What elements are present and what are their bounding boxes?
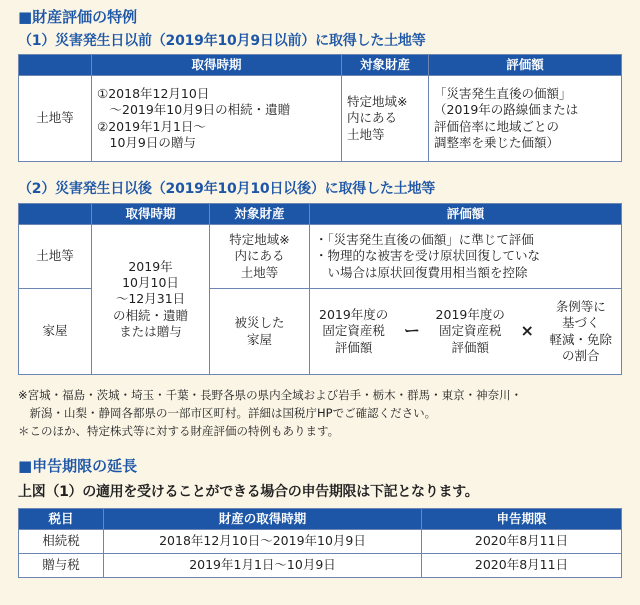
minus-operator: ー [403,321,420,341]
formula-text: 条例等に [555,299,606,314]
row-label-land: 土地等 [19,76,92,162]
footnote-line: ＊このほか、特定株式等に対する財産評価の特例もあります。 [18,423,340,438]
formula-text: 2019年度の [435,307,505,323]
cell-tax: 相続税 [19,530,104,554]
asset-line: 特定地域※ [229,232,290,248]
header-asset: 対象財産 [210,204,310,225]
section-title-deadline: ■申告期限の延長 [18,457,138,475]
formula-text: 評価額 [451,339,489,355]
cell-value-land [310,225,622,289]
cell-asset-house [210,289,310,375]
header-period: 取得時期 [92,204,210,225]
asset-line: 土地等 [347,126,385,142]
period-line: 10月10日 [122,275,179,291]
cell-deadline: 2020年8月11日 [422,554,622,578]
footnote-line: ※宮城・福島・茨城・埼玉・千葉・長野各県の県内全域および岩手・栃木・群馬・東京・神奈川・ [18,388,523,402]
header-blank [19,204,92,225]
cell-period [92,76,342,162]
cell-value-house [310,289,622,375]
period-line: 10月9日の贈与 [97,134,196,150]
row-label-house: 家屋 [19,289,92,375]
header-blank [19,55,92,76]
formula-term-1 [319,307,388,356]
valuation-formula [315,299,616,364]
cell-tax: 贈与税 [19,554,104,578]
header-acq-period: 財産の取得時期 [104,509,422,530]
period-line: ①2018年12月10日 [97,86,210,101]
section-title-valuation: ■財産評価の特例 [18,8,138,26]
subsection-title-after: （2）災害発生日以後（2019年10月10日以後）に取得した土地等 [18,181,436,197]
value-line: 調整率を乗じた価額） [434,134,560,150]
header-tax: 税目 [19,509,104,530]
table-row [19,225,622,289]
period-line: または贈与 [119,323,182,339]
value-line: 「災害発生直後の価額」 [434,86,572,101]
value-line: ・「災害発生直後の価額」に準じて評価 [315,232,534,248]
asset-line: 内にある [234,248,285,264]
asset-line: 特定地域※ [347,94,408,110]
formula-term-3 [549,299,612,364]
subsection-title-before: （1）災害発生日以前（2019年10月9日以前）に取得した土地等 [18,33,426,49]
table-row [19,530,622,554]
formula-text: 固定資産税 [322,323,385,339]
footnotes [18,387,522,440]
table-header-row [19,55,622,76]
header-period: 取得時期 [92,55,342,76]
period-line: ～2019年10月9日の相続・遺贈 [97,102,291,118]
cell-deadline: 2020年8月11日 [422,530,622,554]
value-line: 評価倍率に地域ごとの [434,118,560,134]
asset-line: 家屋 [246,331,272,347]
asset-line: 被災した [234,315,285,331]
table-header-row [19,509,622,530]
header-asset: 対象財産 [342,55,429,76]
formula-text: 評価額 [334,339,373,355]
period-line: ～12月31日 [115,291,186,307]
period-line: の相続・遺贈 [112,307,188,323]
cell-value [429,76,622,162]
cell-period [92,225,210,375]
cell-period: 2018年12月10日～2019年10月9日 [104,530,422,554]
row-label-land: 土地等 [19,225,92,289]
formula-text: の割合 [561,347,600,363]
asset-line: 内にある [347,110,398,126]
table-row [19,554,622,578]
header-value: 評価額 [310,204,622,225]
formula-text: 固定資産税 [438,323,502,339]
value-line: い場合は原状回復費用相当額を控除 [315,264,528,280]
valuation-table-after [18,203,622,375]
cell-period: 2019年1月1日～10月9日 [104,554,422,578]
deadline-table [18,508,622,578]
value-line: ・物理的な被害を受け原状回復していな [315,248,541,264]
formula-term-2 [436,307,505,356]
formula-text: 軽減・免除 [549,331,612,347]
value-line: （2019年の路線価または [434,102,579,118]
footnote-line: 新潟・山梨・静岡各都県の一部市区町村。詳細は国税庁HPでご確認ください。 [18,405,437,420]
formula-text: 基づく [561,315,600,331]
asset-line: 土地等 [240,264,279,280]
cell-asset-land [210,225,310,289]
header-deadline: 申告期限 [422,509,622,530]
formula-text: 2019年度の [319,307,389,323]
period-line: ②2019年1月1日～ [97,118,206,134]
valuation-table-before [18,54,622,162]
header-value: 評価額 [429,55,622,76]
times-operator: × [520,321,534,341]
deadline-lead-text: 上図（1）の適用を受けることができる場合の申告期限は下記となります。 [18,484,479,500]
table-row [19,76,622,162]
cell-asset [342,76,429,162]
period-line: 2019年 [128,258,173,274]
table-header-row [19,204,622,225]
